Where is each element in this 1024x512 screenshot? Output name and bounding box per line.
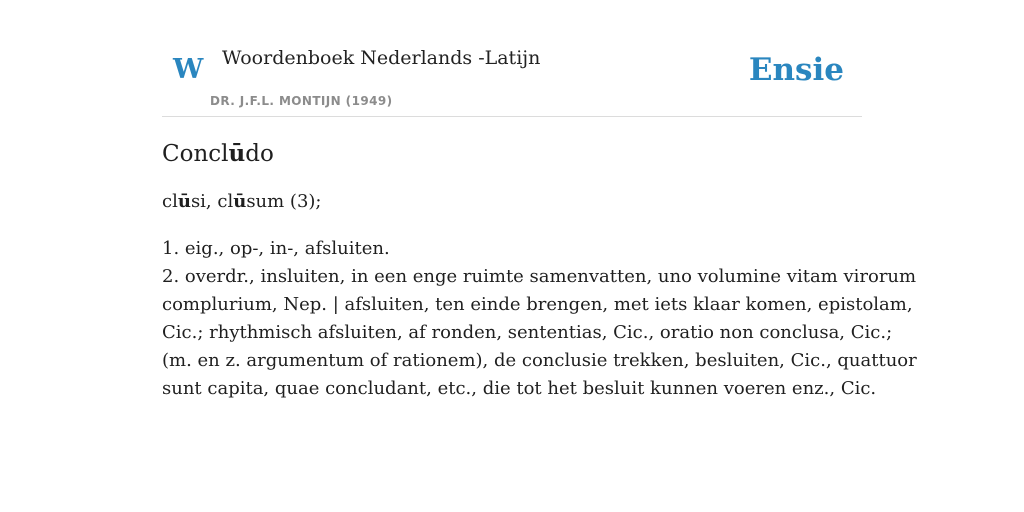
headword-part: do <box>245 141 274 167</box>
principal-parts <box>162 188 872 216</box>
headword-long-vowel: ū <box>228 140 246 167</box>
forms-long-vowel: ū <box>233 191 247 212</box>
dictionary-title[interactable]: Woordenboek Nederlands -Latijn <box>222 47 541 69</box>
forms-part: si, cl <box>190 191 234 212</box>
definition-line: 2. overdr., insluiten, in een enge ruimte samenvatten, uno volumine vitam virorum <box>162 266 917 287</box>
definition-line: (m. en z. argumentum of rationem), de conclusie trekken, besluiten, Cic., quattuor <box>162 350 917 371</box>
w-logo-icon[interactable]: W <box>173 54 204 85</box>
definition-line: Cic.; rhythmisch afsluiten, af ronden, sententias, Cic., oratio non conclusa, Cic.; <box>162 322 893 343</box>
headword <box>162 136 872 172</box>
headword-part: Concl <box>162 141 229 167</box>
entry-content <box>162 136 917 403</box>
forms-part: cl <box>162 191 178 212</box>
definition-line: complurium, Nep. | afsluiten, ten einde brengen, met iets klaar komen, epistolam, <box>162 294 913 315</box>
ensie-logo[interactable]: Ensie <box>748 52 844 88</box>
forms-part: sum (3); <box>246 191 322 212</box>
definition-line: 1. eig., op-, in-, afsluiten. <box>162 238 390 259</box>
definition <box>162 235 917 403</box>
forms-long-vowel: ū <box>177 191 191 212</box>
definition-line: sunt capita, quae concludant, etc., die tot het besluit kunnen voeren enz., Cic. <box>162 378 877 399</box>
dictionary-author: DR. J.F.L. MONTIJN (1949) <box>210 94 393 108</box>
dictionary-header <box>162 40 862 117</box>
